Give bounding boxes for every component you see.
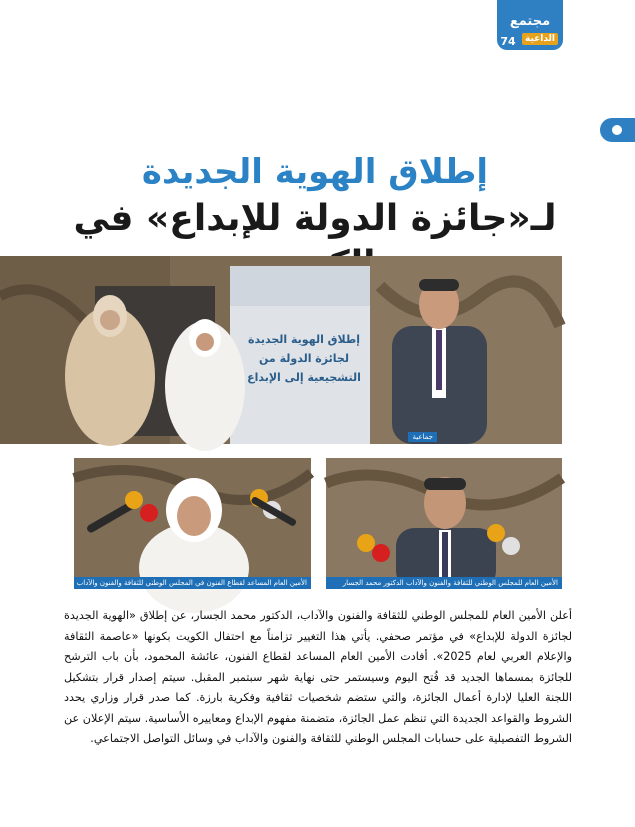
photo-credit: جماعية	[408, 432, 437, 442]
magazine-logo: الداعية	[522, 33, 558, 45]
article-title-line2: لـ«جائزة الدولة للإبداع» في	[73, 198, 557, 239]
right-photo-caption: الأمين العام للمجلس الوطني للثقافة والفنون والآداب الدكتور محمد الجسار	[326, 577, 562, 589]
right-photo	[326, 458, 562, 589]
section-label: مجتمع	[509, 14, 551, 29]
article-body-paragraph: أعلن الأمين العام للمجلس الوطني للثقافة والفنون والآداب، الدكتور محمد الجسار، عن إطلاق «الهوية الجديدة لجائزة الدولة للإبداع» في مؤتمر صحفي. يأتي هذا التغيير تزامناً مع احتفال الكويت بكونها «عاصمة الثقافة والإعلام العربي لعام 2025». أفادت الأمين العام المساعد لقطاع الفنون، عائشة المحمود، بأن باب الترشح للجائزة بمسماها الجديد قد فُتح اليوم وسيستمر حتى نهاية شهر سبتمبر المقبل. سيتم إصدار قرار بتشكيل اللجنة العليا لإدارة أعمال الجائزة، والتي ستضم شخصيات ثقافية وفكرية بارزة. كما صدر قرار وزاري يحدد الشروط والقواعد الجديدة التي تنظم عمل الجائزة، متضمنة مفهوم الإبداع ومعاييره الأساسية. سيتم الإعلان عن الشروط التفصيلية على حسابات المجلس الوطني للثقافة والفنون والآداب في وسائل التواصل الاجتماعي.	[64, 609, 572, 745]
right-photo-illustration	[326, 458, 562, 589]
article-title-line1: إطلاق الهوية الجديدة	[141, 152, 489, 192]
article-body	[64, 606, 572, 750]
left-photo	[30, 458, 311, 589]
left-photo-illustration	[74, 458, 311, 589]
main-photo-banner-text: إطلاق الهوية الجديدة لجائزة الدولة من التشجيعية إلى الإبداع	[247, 333, 361, 384]
page-number: 74	[500, 35, 516, 48]
left-photo-caption: الأمين العام المساعد لقطاع الفنون في المجلس الوطني للثقافة والفنون والآداب عائشة المحمود	[74, 577, 311, 589]
side-dot-icon	[612, 125, 622, 135]
